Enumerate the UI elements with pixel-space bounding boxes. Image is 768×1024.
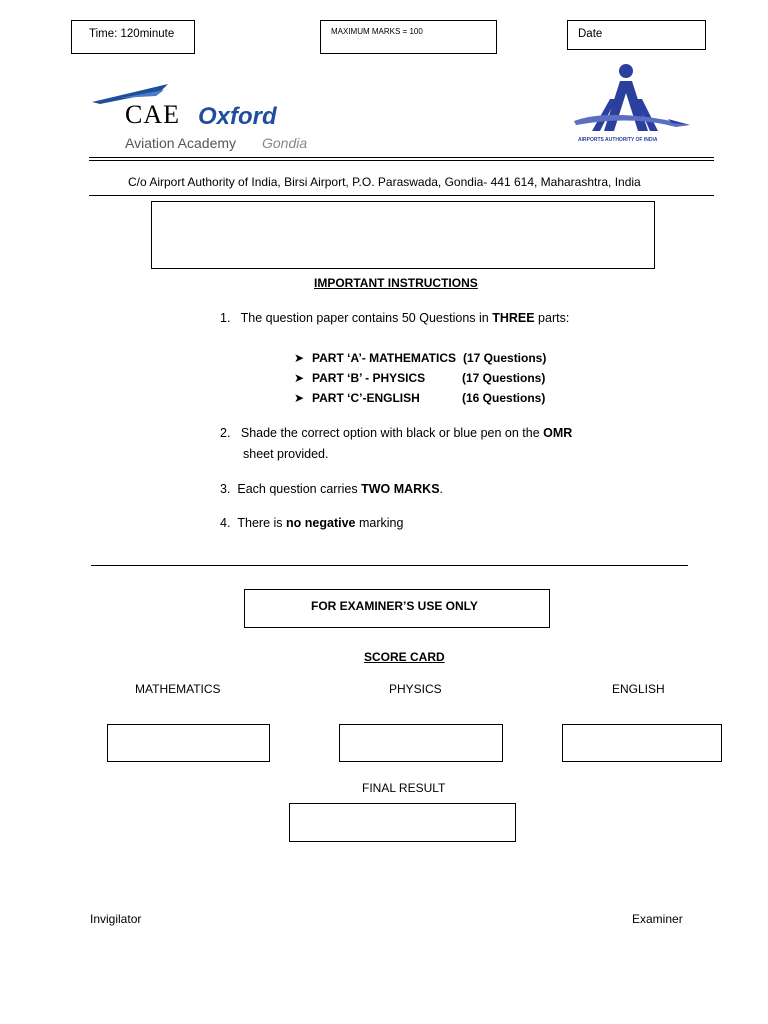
header-rule-bottom <box>89 160 714 161</box>
arrow-bullet-icon: ➤ <box>294 351 305 365</box>
final-result-label: FINAL RESULT <box>362 781 446 795</box>
examiner-label: Examiner <box>632 912 683 926</box>
instruction-item-2: 2. Shade the correct option with black or blue pen on the OMR <box>220 426 573 440</box>
physics-label: PHYSICS <box>389 682 442 696</box>
mathematics-score-field[interactable] <box>107 724 270 762</box>
address-rule <box>89 195 714 196</box>
examiner-use-label: FOR EXAMINER’S USE ONLY <box>311 599 478 613</box>
date-label: Date <box>578 28 603 40</box>
instruction-item-1: 1. The question paper contains 50 Questions in THREE parts: <box>220 311 570 325</box>
final-result-field[interactable] <box>289 803 516 842</box>
logo-cae-text: CAE <box>125 100 180 129</box>
mathematics-label: MATHEMATICS <box>135 682 221 696</box>
arrow-bullet-icon: ➤ <box>294 371 305 385</box>
invigilator-label: Invigilator <box>90 912 142 926</box>
score-card-heading: SCORE CARD <box>364 650 445 664</box>
logo-subtitle-academy: Aviation Academy <box>125 135 237 151</box>
physics-score-field[interactable] <box>339 724 503 762</box>
logo-oxford-text: Oxford <box>198 103 277 130</box>
part-count: (17 Questions) <box>462 371 546 385</box>
part-list-item: ➤ PART ‘A’- MATHEMATICS <box>294 351 456 365</box>
part-list-item: ➤ PART ‘C’-ENGLISH <box>294 391 420 405</box>
logo-subtitle-gondia: Gondia <box>262 135 308 151</box>
time-label: Time: 120minute <box>89 28 175 40</box>
cae-oxford-logo <box>90 78 330 158</box>
max-marks-label: MAXIMUM MARKS = 100 <box>331 27 423 36</box>
arrow-bullet-icon: ➤ <box>294 391 305 405</box>
aai-emblem-icon <box>572 63 694 143</box>
time-box <box>71 20 195 54</box>
english-score-field[interactable] <box>562 724 722 762</box>
header-rule-top <box>89 157 714 158</box>
address-line: C/o Airport Authority of India, Birsi Airport, P.O. Paraswada, Gondia- 441 614, Maharashtra, India <box>128 175 641 189</box>
instruction-item-3: 3. Each question carries TWO MARKS. <box>220 482 444 496</box>
aai-caption: AIRPORTS AUTHORITY OF INDIA <box>578 137 658 143</box>
instruction-item-4: 4. There is no negative marking <box>220 516 404 530</box>
examiner-use-box <box>244 589 550 628</box>
part-count: (17 Questions) <box>463 351 547 365</box>
instructions-heading: IMPORTANT INSTRUCTIONS <box>314 276 478 290</box>
candidate-details-box[interactable] <box>151 201 655 269</box>
instruction-item-2-line2: sheet provided. <box>243 447 329 461</box>
date-box[interactable] <box>567 20 706 50</box>
instruction-number: 1. <box>220 311 231 325</box>
section-separator <box>91 565 688 566</box>
english-label: ENGLISH <box>612 682 665 696</box>
max-marks-box <box>320 20 497 54</box>
aai-logo <box>572 63 694 148</box>
part-count: (16 Questions) <box>462 391 546 405</box>
part-list-item: ➤ PART ‘B’ - PHYSICS <box>294 371 426 385</box>
